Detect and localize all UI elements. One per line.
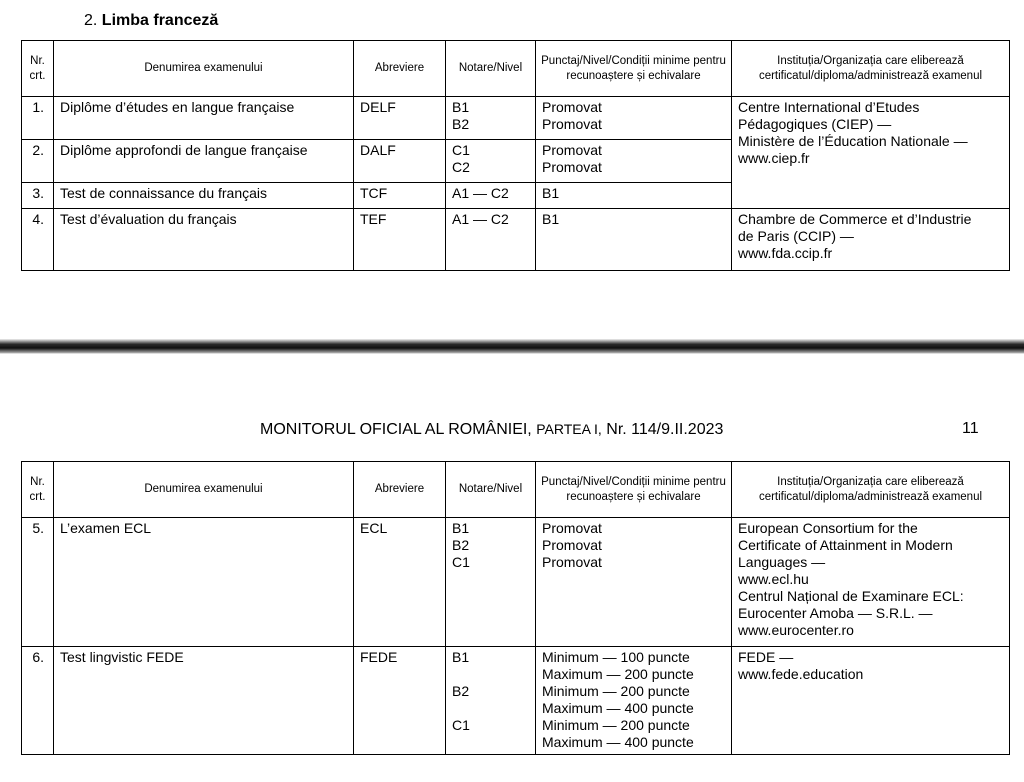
journal-part: PARTEA I, bbox=[536, 421, 602, 437]
institution-ecl bbox=[732, 518, 1010, 647]
inst-line: Chambre de Commerce et d’Industrie bbox=[738, 211, 972, 227]
level-spacer bbox=[452, 700, 529, 717]
inst-line: www.ecl.hu bbox=[738, 571, 809, 587]
institution-ciep bbox=[732, 97, 1010, 209]
level: C1 bbox=[452, 142, 470, 158]
col-header-abbr: Abreviere bbox=[354, 41, 446, 97]
level: C1 bbox=[452, 554, 470, 570]
exam-scores bbox=[536, 97, 732, 140]
inst-line: www.fede.education bbox=[738, 666, 864, 682]
page-divider bbox=[0, 339, 1024, 354]
row-nr: 3. bbox=[22, 183, 54, 209]
inst-line: European Consortium for the bbox=[738, 520, 918, 536]
exam-name: L’examen ECL bbox=[54, 518, 354, 647]
inst-line: www.eurocenter.ro bbox=[738, 622, 854, 638]
exam-name: Test de connaissance du français bbox=[54, 183, 354, 209]
level-spacer bbox=[452, 666, 529, 683]
exam-abbr: TEF bbox=[354, 209, 446, 271]
inst-line: Eurocenter Amoba — S.R.L. — bbox=[738, 605, 933, 621]
score: Promovat bbox=[542, 159, 602, 175]
exam-abbr: ECL bbox=[354, 518, 446, 647]
col-header-level: Notare/Nivel bbox=[446, 462, 536, 518]
exam-abbr: DALF bbox=[354, 140, 446, 183]
exam-name: Diplôme approfondi de langue française bbox=[54, 140, 354, 183]
inst-line: Languages — bbox=[738, 554, 826, 570]
inst-line: Pédagogiques (CIEP) — bbox=[738, 116, 892, 132]
col-header-level: Notare/Nivel bbox=[446, 41, 536, 97]
exam-scores bbox=[536, 140, 732, 183]
institution-ccip bbox=[732, 209, 1010, 271]
inst-line: de Paris (CCIP) — bbox=[738, 228, 854, 244]
row-nr: 4. bbox=[22, 209, 54, 271]
col-header-nr: Nr. crt. bbox=[22, 462, 54, 518]
level: B1 bbox=[452, 649, 470, 665]
table-header-row bbox=[22, 462, 1010, 518]
exam-levels bbox=[446, 97, 536, 140]
row-nr: 1. bbox=[22, 97, 54, 140]
level: B1 bbox=[452, 99, 470, 115]
col-header-inst: Instituția/Organizația care eliberează certificatul/diploma/administrează examenul bbox=[732, 41, 1010, 97]
score: Maximum — 200 puncte bbox=[542, 666, 694, 682]
exam-table-1 bbox=[21, 40, 1010, 271]
level: C1 bbox=[452, 717, 470, 733]
exam-scores bbox=[536, 647, 732, 755]
col-header-score: Punctaj/Nivel/Condiții minime pentru recunoaștere și echivalare bbox=[536, 41, 732, 97]
exam-abbr: FEDE bbox=[354, 647, 446, 755]
inst-line: Centrul Național de Examinare ECL: bbox=[738, 588, 964, 604]
exam-levels bbox=[446, 647, 536, 755]
level: B2 bbox=[452, 116, 470, 132]
score: Maximum — 400 puncte bbox=[542, 734, 694, 750]
inst-line: www.ciep.fr bbox=[738, 150, 810, 166]
score: Promovat bbox=[542, 116, 602, 132]
exam-scores bbox=[536, 518, 732, 647]
row-nr: 6. bbox=[22, 647, 54, 755]
score: Promovat bbox=[542, 520, 602, 536]
col-header-score: Punctaj/Nivel/Condiții minime pentru recunoaștere și echivalare bbox=[536, 462, 732, 518]
exam-levels bbox=[446, 518, 536, 647]
section-title bbox=[84, 12, 218, 30]
score: Maximum — 400 puncte bbox=[542, 700, 694, 716]
score: Promovat bbox=[542, 142, 602, 158]
score: Promovat bbox=[542, 554, 602, 570]
exam-name: Test lingvistic FEDE bbox=[54, 647, 354, 755]
inst-line: FEDE — bbox=[738, 649, 794, 665]
table-row bbox=[22, 518, 1010, 647]
level: B2 bbox=[452, 683, 470, 699]
exam-levels bbox=[446, 140, 536, 183]
row-nr: 5. bbox=[22, 518, 54, 647]
exam-name: Test d’évaluation du français bbox=[54, 209, 354, 271]
exam-abbr: TCF bbox=[354, 183, 446, 209]
col-header-name: Denumirea examenului bbox=[54, 462, 354, 518]
inst-line: www.fda.ccip.fr bbox=[738, 245, 833, 261]
inst-line: Certificate of Attainment in Modern bbox=[738, 537, 953, 553]
exam-level: A1 — C2 bbox=[446, 209, 536, 271]
journal-issue: Nr. 114/9.II.2023 bbox=[606, 421, 724, 438]
exam-level: A1 — C2 bbox=[446, 183, 536, 209]
score: Minimum — 200 puncte bbox=[542, 683, 690, 699]
score: Minimum — 100 puncte bbox=[542, 649, 690, 665]
score: Promovat bbox=[542, 99, 602, 115]
exam-name: Diplôme d’études en langue française bbox=[54, 97, 354, 140]
level: C2 bbox=[452, 159, 470, 175]
page-number: 11 bbox=[962, 420, 979, 437]
score: Minimum — 200 puncte bbox=[542, 717, 690, 733]
col-header-inst: Instituția/Organizația care eliberează certificatul/diploma/administrează examenul bbox=[732, 462, 1010, 518]
col-header-abbr: Abreviere bbox=[354, 462, 446, 518]
exam-score: B1 bbox=[536, 183, 732, 209]
level: B1 bbox=[452, 520, 470, 536]
page-header bbox=[260, 421, 723, 439]
table-row bbox=[22, 647, 1010, 755]
exam-abbr: DELF bbox=[354, 97, 446, 140]
exam-score: B1 bbox=[536, 209, 732, 271]
score: Promovat bbox=[542, 537, 602, 553]
section-name: Limba franceză bbox=[101, 12, 219, 29]
table-row bbox=[22, 97, 1010, 140]
table-row bbox=[22, 209, 1010, 271]
level: B2 bbox=[452, 537, 470, 553]
table-header-row bbox=[22, 41, 1010, 97]
row-nr: 2. bbox=[22, 140, 54, 183]
inst-line: Ministère de l’Éducation Nationale — bbox=[738, 133, 968, 149]
col-header-name: Denumirea examenului bbox=[54, 41, 354, 97]
section-number: 2. bbox=[84, 12, 98, 29]
exam-table-2 bbox=[21, 461, 1010, 755]
inst-line: Centre International d’Etudes bbox=[738, 99, 920, 115]
institution-fede bbox=[732, 647, 1010, 755]
col-header-nr: Nr. crt. bbox=[22, 41, 54, 97]
journal-title: MONITORUL OFICIAL AL ROMÂNIEI, bbox=[260, 421, 532, 438]
